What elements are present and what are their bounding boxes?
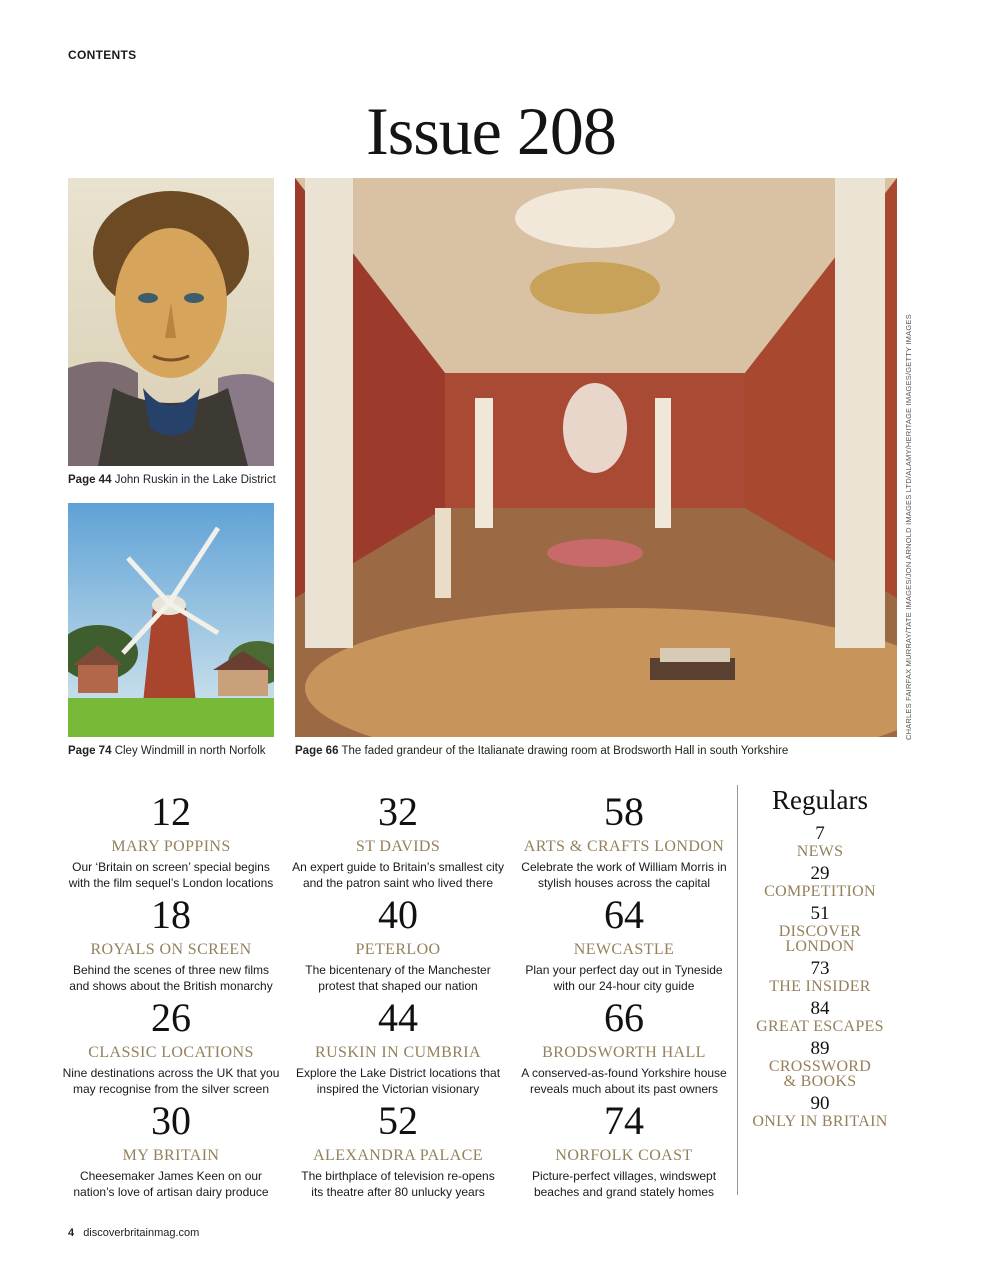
feature-title: ROYALS ON SCREEN bbox=[90, 941, 252, 958]
regular-item-great-escapes[interactable] bbox=[745, 999, 895, 1034]
windmill-caption-text: Cley Windmill in north Norfolk bbox=[114, 745, 266, 757]
feature-item[interactable] bbox=[56, 996, 286, 1097]
regular-label: LONDON bbox=[785, 938, 855, 955]
feature-title: NEWCASTLE bbox=[573, 941, 675, 958]
page-number: 4 bbox=[68, 1227, 75, 1239]
drawing-room-caption-text: The faded grandeur of the Italianate drawing room at Brodsworth Hall in south Yorkshire bbox=[341, 745, 789, 757]
feature-description: its theatre after 80 unlucky years bbox=[311, 1185, 485, 1199]
ruskin-portrait-image bbox=[68, 178, 274, 466]
feature-description: inspired the Victorian visionary bbox=[316, 1082, 480, 1096]
regular-page-number: 89 bbox=[810, 1038, 830, 1059]
ruskin-caption bbox=[68, 474, 276, 486]
feature-title: BRODSWORTH HALL bbox=[542, 1044, 706, 1061]
feature-description: beaches and grand stately homes bbox=[533, 1185, 715, 1199]
regular-label: ONLY IN BRITAIN bbox=[752, 1113, 888, 1130]
feature-title: ARTS & CRAFTS LONDON bbox=[523, 838, 725, 855]
feature-description: may recognise from the silver screen bbox=[72, 1082, 270, 1096]
feature-description: The birthplace of television re-opens bbox=[301, 1169, 495, 1183]
regular-page-number: 51 bbox=[810, 903, 830, 924]
feature-item[interactable] bbox=[56, 790, 286, 891]
regular-page-number: 7 bbox=[815, 823, 825, 844]
regular-item-the-insider[interactable] bbox=[745, 959, 895, 994]
feature-page-number: 66 bbox=[604, 995, 644, 1040]
regular-label: CROSSWORD bbox=[768, 1058, 872, 1075]
regular-label: DISCOVER bbox=[778, 923, 862, 940]
feature-page-number: 58 bbox=[604, 789, 644, 834]
feature-item[interactable] bbox=[283, 996, 513, 1097]
feature-item[interactable] bbox=[509, 996, 739, 1097]
ruskin-caption-text: John Ruskin in the Lake District bbox=[114, 474, 276, 486]
feature-description: Behind the scenes of three new films bbox=[72, 963, 270, 977]
feature-title: CLASSIC LOCATIONS bbox=[88, 1044, 254, 1061]
column-divider bbox=[737, 785, 738, 1195]
drawing-room-caption-page: Page 66 bbox=[295, 745, 339, 757]
regulars-list bbox=[745, 785, 895, 1134]
feature-description: and shows about the British monarchy bbox=[69, 979, 273, 993]
feature-description: A conserved-as-found Yorkshire house bbox=[521, 1066, 727, 1080]
site-url[interactable]: discoverbritainmag.com bbox=[83, 1227, 200, 1239]
windmill-image bbox=[68, 503, 274, 737]
regular-label: THE INSIDER bbox=[769, 978, 871, 995]
regular-page-number: 90 bbox=[810, 1093, 830, 1114]
regular-item-news[interactable] bbox=[745, 824, 895, 859]
feature-description: Cheesemaker James Keen on our bbox=[79, 1169, 263, 1183]
feature-description: with our 24-hour city guide bbox=[553, 979, 695, 993]
regular-label: COMPETITION bbox=[764, 883, 876, 900]
feature-description: An expert guide to Britain’s smallest city bbox=[292, 860, 504, 874]
feature-item[interactable] bbox=[509, 893, 739, 994]
regular-label: & BOOKS bbox=[783, 1073, 857, 1090]
feature-description: Nine destinations across the UK that you bbox=[62, 1066, 280, 1080]
feature-page-number: 74 bbox=[604, 1098, 644, 1143]
feature-item[interactable] bbox=[56, 1099, 286, 1200]
feature-description: nation’s love of artisan dairy produce bbox=[73, 1185, 269, 1199]
feature-page-number: 52 bbox=[378, 1098, 418, 1143]
feature-page-number: 30 bbox=[151, 1098, 191, 1143]
feature-description: Plan your perfect day out in Tyneside bbox=[525, 963, 723, 977]
feature-title: MARY POPPINS bbox=[111, 838, 231, 855]
feature-page-number: 18 bbox=[151, 892, 191, 937]
windmill-caption bbox=[68, 745, 266, 757]
regular-label: GREAT ESCAPES bbox=[756, 1018, 884, 1035]
feature-page-number: 12 bbox=[151, 789, 191, 834]
feature-page-number: 32 bbox=[378, 789, 418, 834]
regular-page-number: 29 bbox=[810, 863, 830, 884]
feature-title: ST DAVIDS bbox=[355, 838, 441, 855]
feature-page-number: 26 bbox=[151, 995, 191, 1040]
ruskin-caption-page: Page 44 bbox=[68, 474, 112, 486]
feature-item[interactable] bbox=[283, 790, 513, 891]
feature-page-number: 44 bbox=[378, 995, 418, 1040]
regular-page-number: 73 bbox=[810, 958, 830, 979]
windmill-caption-page: Page 74 bbox=[68, 745, 112, 757]
feature-title: MY BRITAIN bbox=[122, 1147, 220, 1164]
page-footer bbox=[68, 1227, 199, 1239]
feature-description: Explore the Lake District locations that bbox=[295, 1066, 501, 1080]
regular-item-crossword-books[interactable] bbox=[745, 1039, 895, 1089]
section-label: CONTENTS bbox=[68, 48, 137, 62]
feature-title: ALEXANDRA PALACE bbox=[313, 1147, 483, 1164]
feature-title: PETERLOO bbox=[355, 941, 441, 958]
regulars-title: Regulars bbox=[772, 785, 868, 815]
feature-description: reveals much about its past owners bbox=[529, 1082, 719, 1096]
feature-item[interactable] bbox=[283, 893, 513, 994]
feature-description: with the film sequel’s London locations bbox=[68, 876, 274, 890]
feature-item[interactable] bbox=[283, 1099, 513, 1200]
issue-title: Issue 208 bbox=[366, 93, 616, 169]
regular-item-discover-london[interactable] bbox=[745, 904, 895, 954]
feature-item[interactable] bbox=[509, 1099, 739, 1200]
regular-label: NEWS bbox=[796, 843, 844, 860]
feature-page-number: 64 bbox=[604, 892, 644, 937]
feature-description: stylish houses across the capital bbox=[537, 876, 711, 890]
photo-credit: CHARLES FAIRFAX MURRAY/TATE IMAGES/JON ARNOLD IMAGES LTD/ALAMY/HERITAGE IMAGES/GETTY IMAGES bbox=[904, 314, 913, 740]
regular-item-only-in-britain[interactable] bbox=[745, 1094, 895, 1129]
regular-item-competition[interactable] bbox=[745, 864, 895, 899]
feature-page-number: 40 bbox=[378, 892, 418, 937]
regular-page-number: 84 bbox=[810, 998, 830, 1019]
feature-item[interactable] bbox=[56, 893, 286, 994]
feature-description: protest that shaped our nation bbox=[318, 979, 478, 993]
feature-description: Picture-perfect villages, windswept bbox=[531, 1169, 717, 1183]
feature-description: Celebrate the work of William Morris in bbox=[521, 860, 727, 874]
feature-title: RUSKIN IN CUMBRIA bbox=[315, 1044, 481, 1061]
feature-description: The bicentenary of the Manchester bbox=[305, 963, 491, 977]
feature-description: and the patron saint who lived there bbox=[302, 876, 494, 890]
feature-title: NORFOLK COAST bbox=[555, 1147, 693, 1164]
drawing-room-caption bbox=[295, 745, 788, 757]
feature-item[interactable] bbox=[509, 790, 739, 891]
feature-description: Our ‘Britain on screen’ special begins bbox=[72, 860, 270, 874]
drawing-room-image bbox=[295, 178, 897, 737]
